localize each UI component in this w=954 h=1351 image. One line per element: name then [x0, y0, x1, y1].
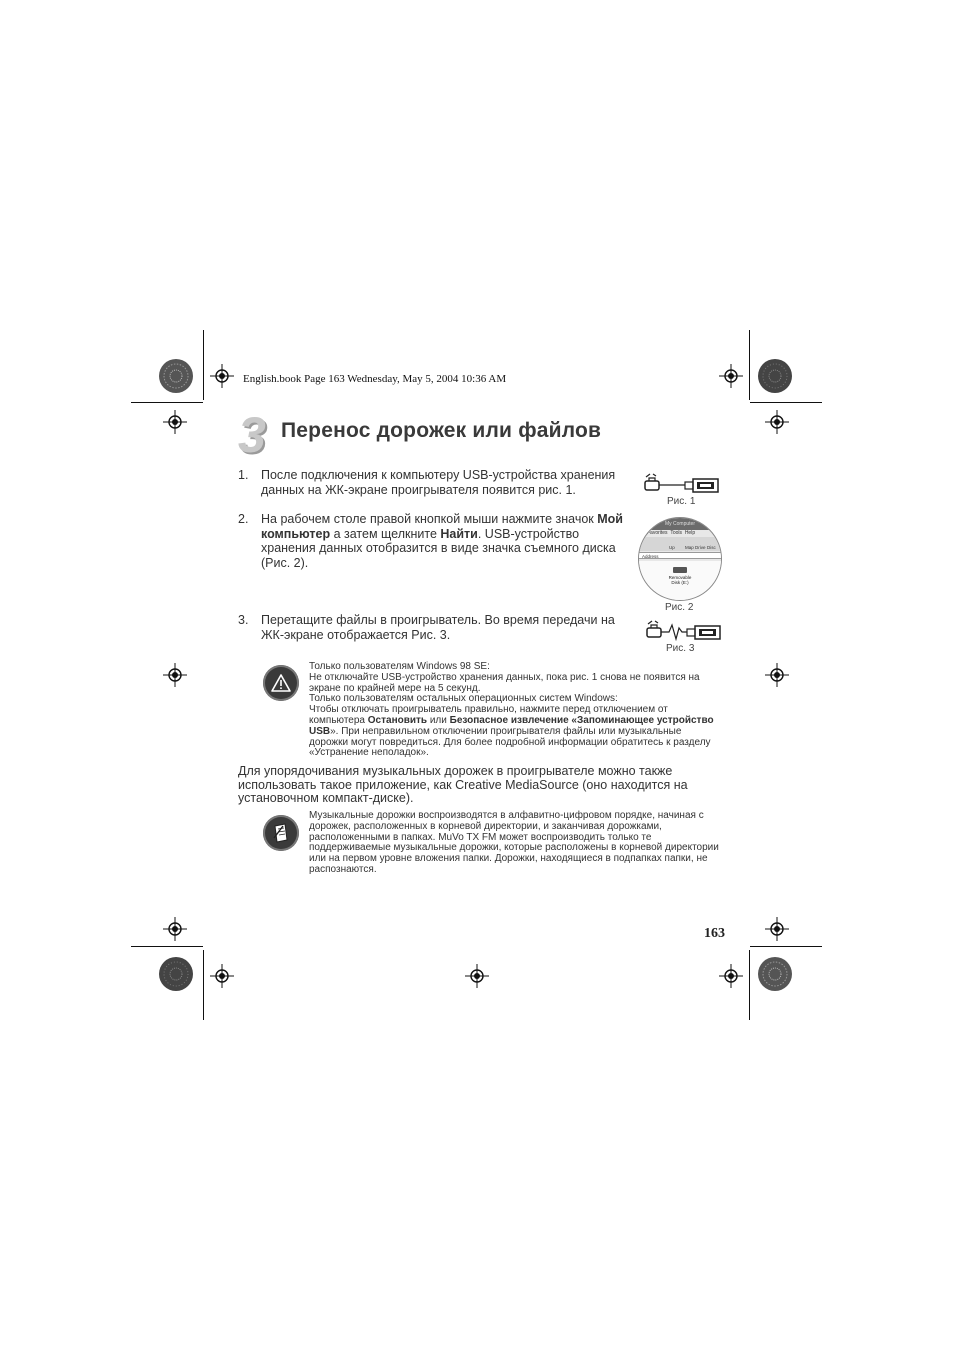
- registration-mark-icon: [765, 663, 789, 687]
- warning-icon: [263, 665, 299, 701]
- registration-mark-icon: [719, 364, 743, 388]
- figure-1-caption: Рис. 1: [667, 496, 696, 507]
- removable-disk-label: Removable: [668, 575, 692, 580]
- figure-2-caption: Рис. 2: [665, 602, 694, 613]
- registration-mark-icon: [765, 410, 789, 434]
- step-1: [238, 468, 628, 498]
- address-bar: Address: [639, 552, 721, 559]
- body-paragraph: Для упорядочивания музыкальных дорожек в проигрывателе можно также использовать такое приложение, как Creative MediaSource (оно находится на установочном компакт-диске).: [238, 764, 688, 805]
- step-2: [238, 512, 628, 572]
- step-text: Перетащите файлы в проигрыватель. Во время передачи на ЖК-экране отображается Рис. 3.: [261, 613, 615, 642]
- book-header: English.book Page 163 Wednesday, May 5, 2004 10:36 AM: [243, 373, 507, 385]
- usb-transfer-icon: [645, 619, 723, 641]
- removable-disk-label: Disk (E:): [671, 580, 689, 585]
- step-text: После подключения к компьютеру USB-устройства хранения данных на ЖК-экране проигрывателя появится рис. 1.: [261, 468, 616, 497]
- starburst-mark-icon: [757, 956, 793, 992]
- content-pane: [639, 561, 721, 601]
- page-number: 163: [704, 926, 725, 941]
- step-number: 2.: [238, 512, 249, 526]
- note-pad-icon: [263, 815, 299, 851]
- bold-term: Безопасное извлечение «Запоминающее устройство USB: [309, 714, 714, 737]
- warning-note-text: Только пользователям Windows 98 SE: Не отключайте USB-устройство хранения данных, пока рис. 1 снова не появится на экране по крайней мере на 5 секунд. Только пользователям остальных операционных систем Windows: Чтобы отключать проигрыватель правильно, нажмите перед отключением от компьютера Остановить или Безопасное извлечение «Запоминающее устройство USB». При неправильном отключении проигрывателя файлы или музыкальные дорожки могут повредиться. Для более подробной информации обратитесь к разделу «Устранение неполадок».: [309, 661, 714, 759]
- window-menubar: Favorites Tools Help: [647, 530, 696, 536]
- registration-mark-icon: [163, 917, 187, 941]
- usb-connected-icon: [643, 472, 721, 494]
- registration-mark-icon: [719, 964, 743, 988]
- chapter-number: 3: [238, 407, 266, 463]
- figure-3-caption: Рис. 3: [666, 643, 695, 654]
- step-text: На рабочем столе правой кнопкой мыши нажмите значок Мой компьютер а затем щелкните Найти. USB-устройство хранения данных отобразится в виде значка съемного диска (Рис. 2).: [261, 512, 623, 570]
- removable-disk-icon: [673, 567, 687, 573]
- registration-mark-icon: [163, 663, 187, 687]
- step-number: 3.: [238, 613, 249, 627]
- starburst-mark-icon: [158, 956, 194, 992]
- tip-note-text: Музыкальные дорожки воспроизводятся в алфавитно-цифровом порядке, начиная с дорожек, расположенных в корневой директории, и заканчивая дорожками, расположенными в папках. MuVo TX FM может воспроизводить только те поддерживаемые музыкальные дорожки, которые расположены в корневой директории или на первом уровне вложения папки. Дорожки, находящиеся в подпапках папки, не распознаются.: [309, 810, 719, 875]
- starburst-mark-icon: [158, 358, 194, 394]
- registration-mark-icon: [210, 364, 234, 388]
- registration-mark-icon: [163, 410, 187, 434]
- starburst-mark-icon: [757, 358, 793, 394]
- bold-term: Мой компьютер: [261, 512, 623, 541]
- registration-mark-icon: [465, 964, 489, 988]
- registration-mark-icon: [210, 964, 234, 988]
- bold-term: Найти: [440, 526, 478, 541]
- figure-2-screenshot: [638, 517, 722, 601]
- registration-mark-icon: [765, 917, 789, 941]
- window-titlebar: My Computer: [639, 518, 721, 530]
- step-3: [238, 613, 628, 643]
- step-number: 1.: [238, 468, 249, 482]
- chapter-title: Перенос дорожек или файлов: [281, 419, 602, 442]
- window-toolbar: Up Map Drive Disc: [639, 537, 721, 551]
- bold-term: Остановить: [367, 714, 428, 726]
